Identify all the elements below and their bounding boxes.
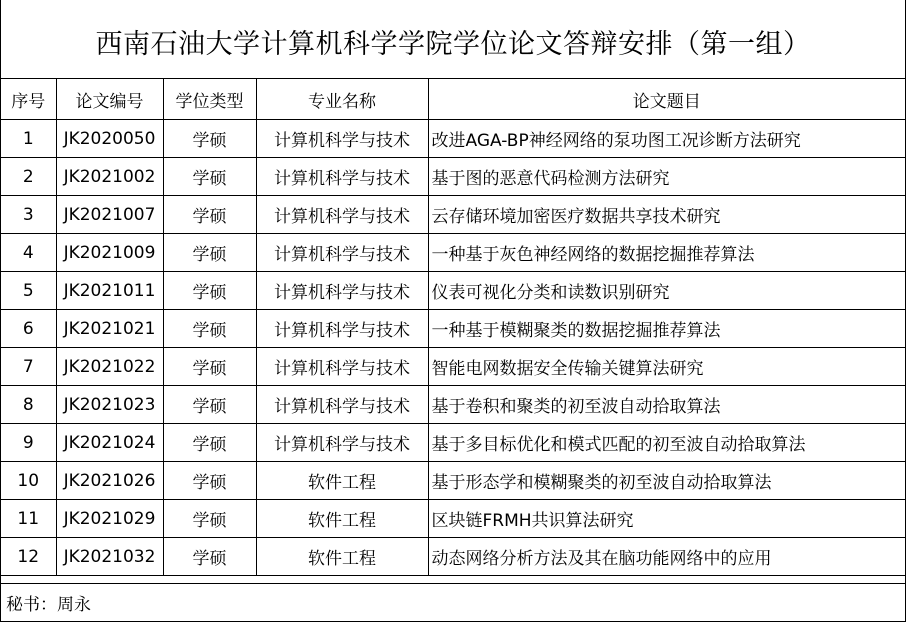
cell-index[interactable]: 10: [1, 462, 56, 500]
cell-major[interactable]: 软件工程: [256, 538, 428, 576]
table-row: [1, 158, 905, 196]
table-row: [1, 500, 905, 538]
cell-major[interactable]: 计算机科学与技术: [256, 120, 428, 158]
secretary-note[interactable]: 秘书：周永: [1, 583, 905, 622]
cell-thesis-id[interactable]: JK2020050: [56, 120, 163, 158]
cell-thesis-id[interactable]: JK2021023: [56, 386, 163, 424]
header-row: [1, 79, 905, 120]
cell-major[interactable]: 计算机科学与技术: [256, 310, 428, 348]
cell-degree-type[interactable]: 学硕: [163, 386, 256, 424]
cell-thesis-title[interactable]: 基于多目标优化和模式匹配的初至波自动拾取算法: [428, 424, 905, 462]
cell-thesis-id[interactable]: JK2021007: [56, 196, 163, 234]
cell-thesis-title[interactable]: 智能电网数据安全传输关键算法研究: [428, 348, 905, 386]
cell-major[interactable]: 软件工程: [256, 462, 428, 500]
cell-thesis-title[interactable]: 基于卷积和聚类的初至波自动拾取算法: [428, 386, 905, 424]
col-header-index[interactable]: 序号: [1, 79, 56, 120]
cell-thesis-id[interactable]: JK2021024: [56, 424, 163, 462]
cell-degree-type[interactable]: 学硕: [163, 424, 256, 462]
table-row: [1, 310, 905, 348]
cell-thesis-id[interactable]: JK2021029: [56, 500, 163, 538]
cell-thesis-id[interactable]: JK2021009: [56, 234, 163, 272]
table-row: [1, 272, 905, 310]
table-row: [1, 462, 905, 500]
cell-thesis-title[interactable]: 基于形态学和模糊聚类的初至波自动拾取算法: [428, 462, 905, 500]
table-row: [1, 348, 905, 386]
cell-degree-type[interactable]: 学硕: [163, 500, 256, 538]
table-row: [1, 538, 905, 576]
cell-thesis-id[interactable]: JK2021002: [56, 158, 163, 196]
cell-major[interactable]: 计算机科学与技术: [256, 386, 428, 424]
cell-thesis-title[interactable]: 改进AGA-BP神经网络的泵功图工况诊断方法研究: [428, 120, 905, 158]
cell-major[interactable]: 计算机科学与技术: [256, 196, 428, 234]
table-row: [1, 196, 905, 234]
col-header-thesis-title[interactable]: 论文题目: [428, 79, 905, 120]
col-header-thesis-id[interactable]: 论文编号: [56, 79, 163, 120]
cell-index[interactable]: 1: [1, 120, 56, 158]
cell-index[interactable]: 9: [1, 424, 56, 462]
cell-major[interactable]: 计算机科学与技术: [256, 234, 428, 272]
cell-index[interactable]: 6: [1, 310, 56, 348]
table-row: [1, 120, 905, 158]
cell-index[interactable]: 4: [1, 234, 56, 272]
table-row: [1, 386, 905, 424]
cell-major[interactable]: 计算机科学与技术: [256, 348, 428, 386]
cell-major[interactable]: 计算机科学与技术: [256, 158, 428, 196]
cell-thesis-title[interactable]: 仪表可视化分类和读数识别研究: [428, 272, 905, 310]
table-row: [1, 424, 905, 462]
schedule-table: [1, 79, 905, 576]
cell-thesis-id[interactable]: JK2021026: [56, 462, 163, 500]
col-header-major[interactable]: 专业名称: [256, 79, 428, 120]
cell-thesis-title[interactable]: 基于图的恶意代码检测方法研究: [428, 158, 905, 196]
cell-thesis-title[interactable]: 一种基于模糊聚类的数据挖掘推荐算法: [428, 310, 905, 348]
cell-thesis-title[interactable]: 动态网络分析方法及其在脑功能网络中的应用: [428, 538, 905, 576]
cell-thesis-id[interactable]: JK2021022: [56, 348, 163, 386]
cell-thesis-title[interactable]: 一种基于灰色神经网络的数据挖掘推荐算法: [428, 234, 905, 272]
cell-degree-type[interactable]: 学硕: [163, 538, 256, 576]
cell-major[interactable]: 计算机科学与技术: [256, 424, 428, 462]
cell-degree-type[interactable]: 学硕: [163, 348, 256, 386]
cell-degree-type[interactable]: 学硕: [163, 462, 256, 500]
cell-index[interactable]: 7: [1, 348, 56, 386]
cell-degree-type[interactable]: 学硕: [163, 234, 256, 272]
cell-index[interactable]: 3: [1, 196, 56, 234]
cell-thesis-id[interactable]: JK2021021: [56, 310, 163, 348]
cell-degree-type[interactable]: 学硕: [163, 310, 256, 348]
cell-major[interactable]: 计算机科学与技术: [256, 272, 428, 310]
cell-thesis-id[interactable]: JK2021011: [56, 272, 163, 310]
table-row: [1, 234, 905, 272]
cell-degree-type[interactable]: 学硕: [163, 120, 256, 158]
cell-index[interactable]: 8: [1, 386, 56, 424]
cell-thesis-title[interactable]: 区块链FRMH共识算法研究: [428, 500, 905, 538]
col-header-degree-type[interactable]: 学位类型: [163, 79, 256, 120]
cell-thesis-title[interactable]: 云存储环境加密医疗数据共享技术研究: [428, 196, 905, 234]
cell-index[interactable]: 5: [1, 272, 56, 310]
cell-index[interactable]: 12: [1, 538, 56, 576]
cell-index[interactable]: 2: [1, 158, 56, 196]
cell-degree-type[interactable]: 学硕: [163, 196, 256, 234]
cell-major[interactable]: 软件工程: [256, 500, 428, 538]
cell-index[interactable]: 11: [1, 500, 56, 538]
sheet-title: 西南石油大学计算机科学学院学位论文答辩安排（第一组）: [1, 0, 905, 79]
cell-degree-type[interactable]: 学硕: [163, 272, 256, 310]
cell-thesis-id[interactable]: JK2021032: [56, 538, 163, 576]
cell-degree-type[interactable]: 学硕: [163, 158, 256, 196]
